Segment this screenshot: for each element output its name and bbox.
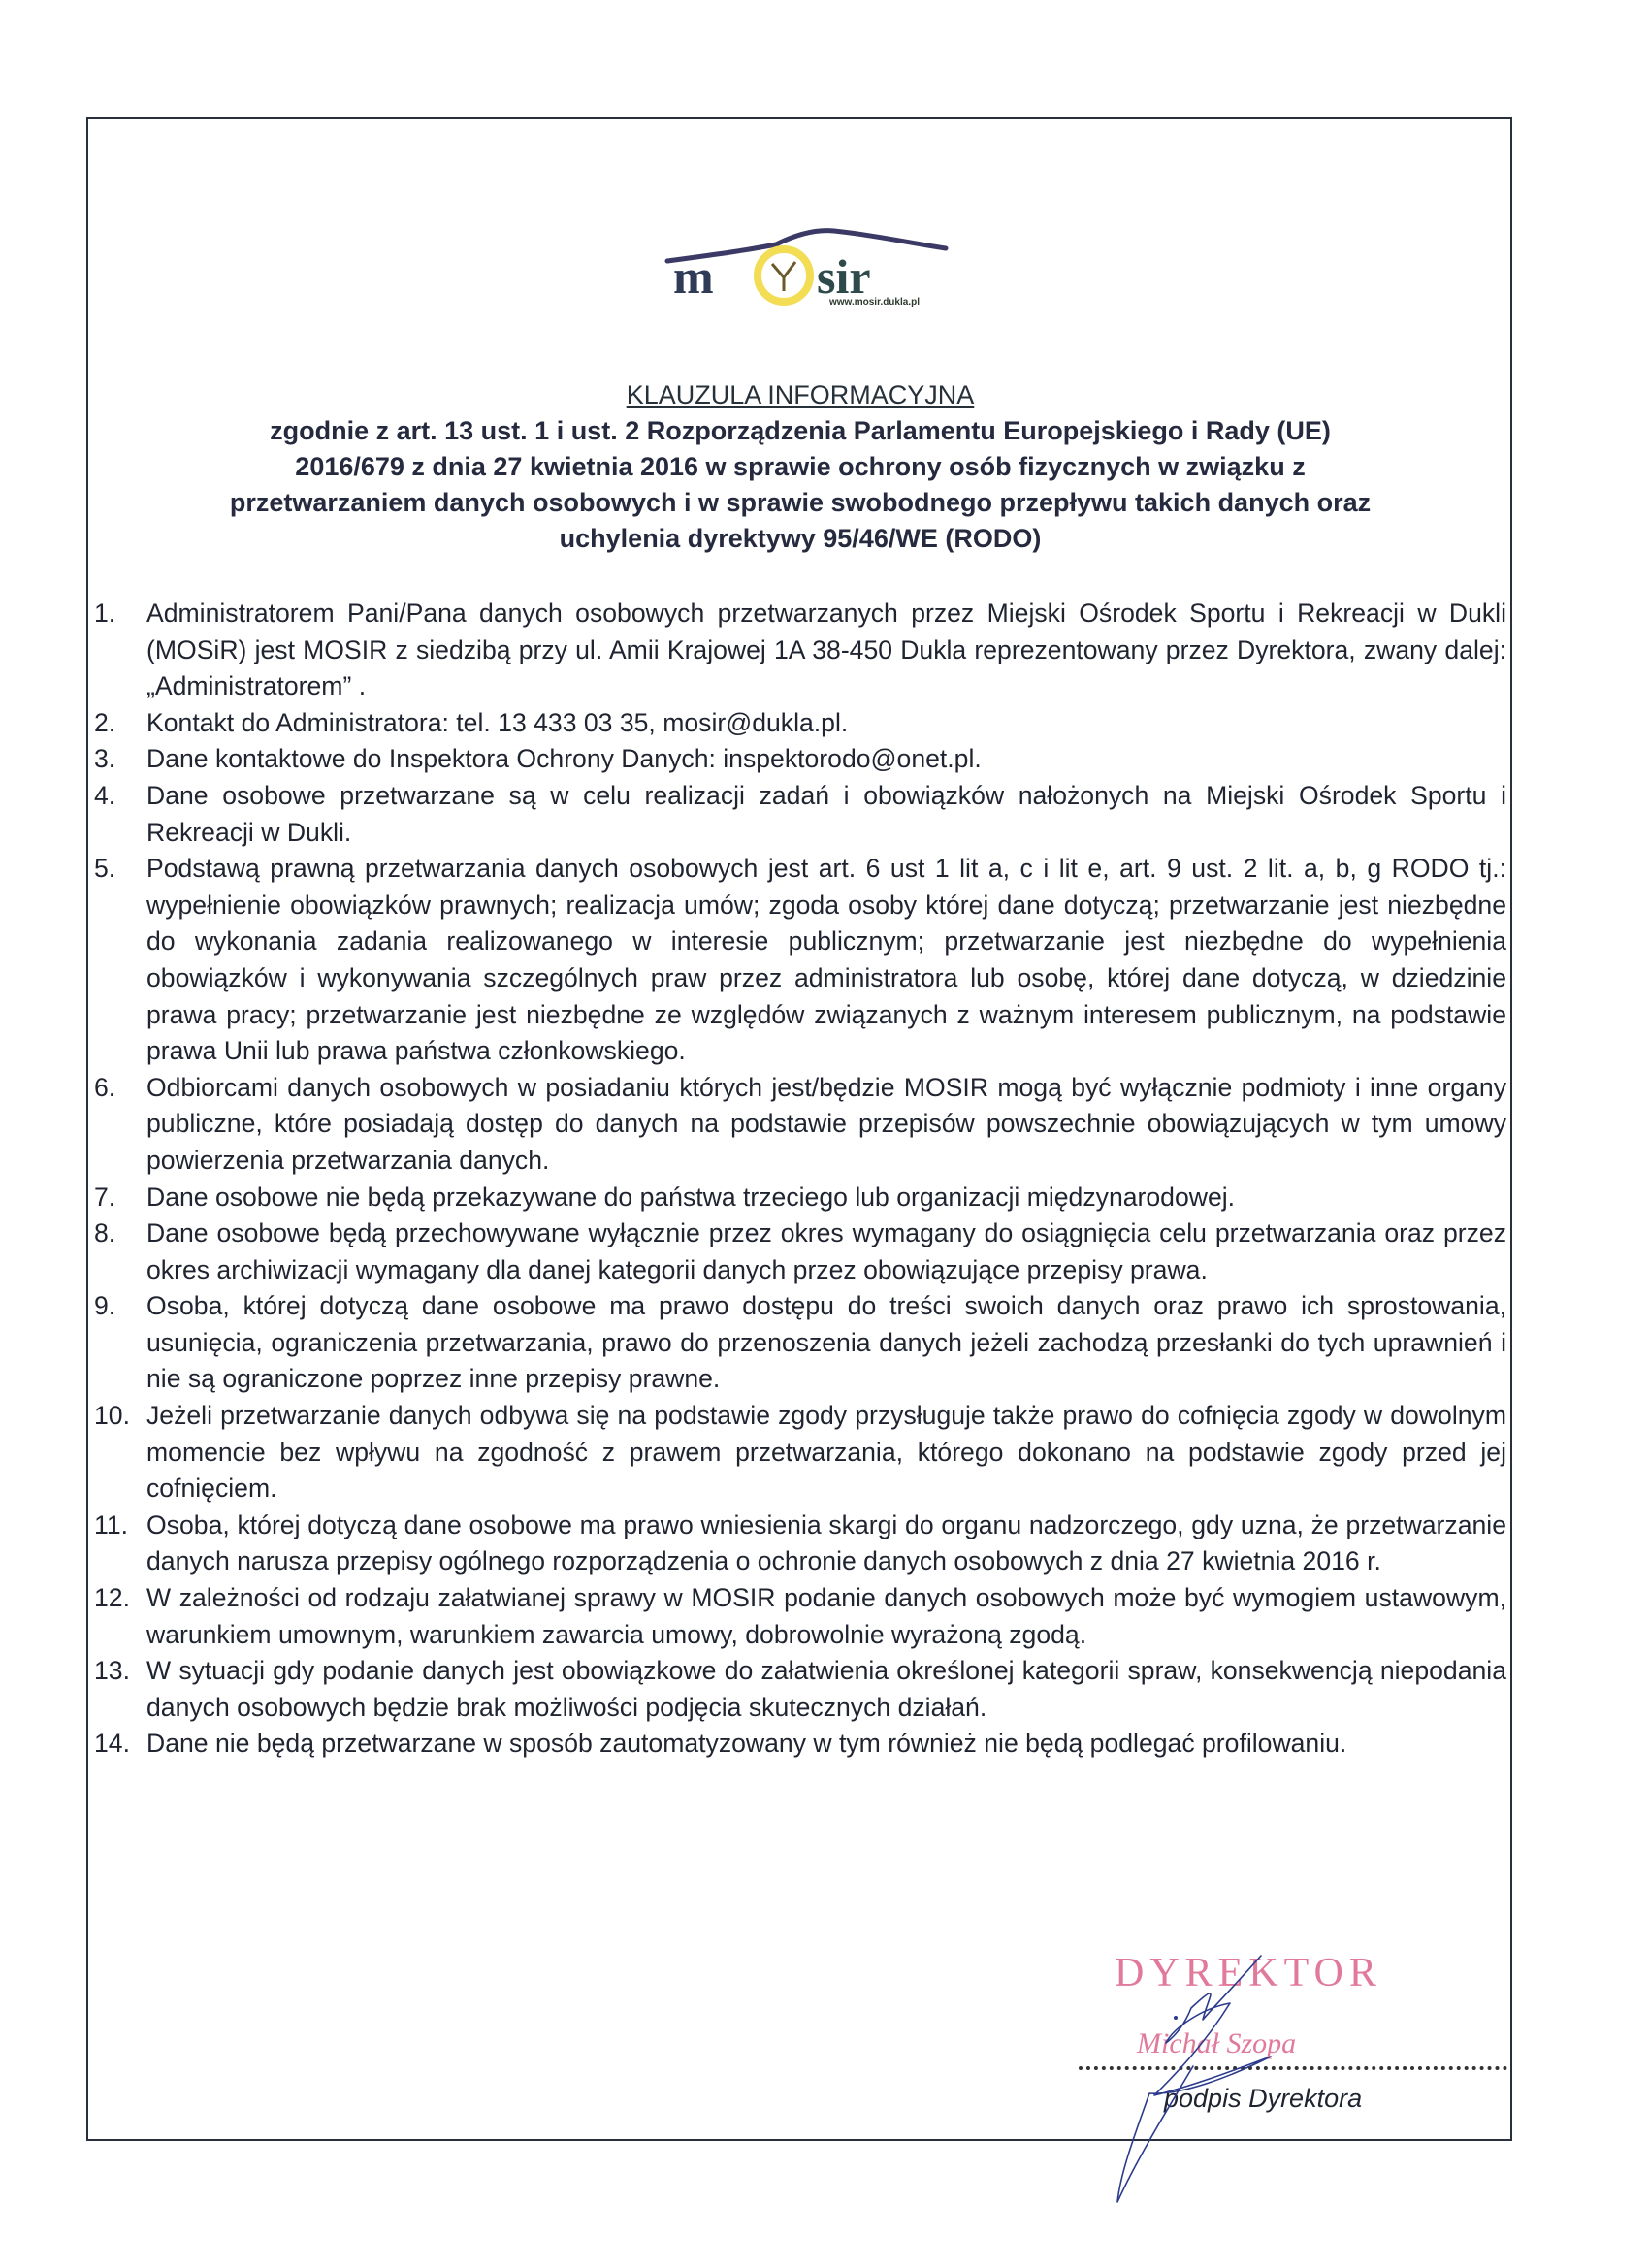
item-text: Osoba, której dotyczą dane osobowe ma prawo dostępu do treści swoich danych oraz prawo ich sprostowania, usunięcia, ograniczenia przetwarzania, prawo do przenoszenia danych jeżeli zachodzą przesłanki do tych uprawnień i nie są ograniczone poprzez inne przepisy prawne. xyxy=(146,1291,1506,1394)
subtitle-line: uchylenia dyrektywy 95/46/WE (RODO) xyxy=(559,524,1042,553)
list-item xyxy=(94,1507,1506,1580)
list-item xyxy=(94,1215,1506,1288)
list-item xyxy=(94,1726,1506,1763)
item-number: 2. xyxy=(94,707,116,737)
clause-list xyxy=(94,596,1506,1763)
svg-text:sir: sir xyxy=(817,249,871,304)
item-number: 14. xyxy=(94,1729,130,1759)
item-text: Dane kontaktowe do Inspektora Ochrony Danych: inspektorodo@onet.pl. xyxy=(146,744,982,774)
item-text: Administratorem Pani/Pana danych osobowych przetwarzanych przez Miejski Ośrodek Sportu i Rekreacji w Dukli (MOSiR) jest MOSIR z siedzibą przy ul. Amii Krajowej 1A 38-450 Dukla reprezentowany przez Dyrektora, zwany dalej: „Administratorem” . xyxy=(146,599,1506,701)
item-number: 1. xyxy=(94,599,116,628)
subtitle-line: 2016/679 z dnia 27 kwietnia 2016 w sprawie ochrony osób fizycznych w związku z xyxy=(295,452,1306,481)
item-text: Jeżeli przetwarzanie danych odbywa się na podstawie zgody przysługuje także prawo do cofnięcia zgody w dowolnym momencie bez wpływu na zgodność z prawem przetwarzania, którego dokonano na podstawie zgody przed jej cofnięciem. xyxy=(146,1401,1506,1504)
item-text: Dane nie będą przetwarzane w sposób zautomatyzowany w tym również nie będą podlegać profilowaniu. xyxy=(146,1729,1347,1759)
handwritten-signature-icon xyxy=(1116,1950,1280,2221)
item-number: 6. xyxy=(94,1072,116,1102)
item-text: W zależności od rodzaju załatwianej sprawy w MOSIR podanie danych osobowych może być wymogiem ustawowym, warunkiem umownym, warunkiem zawarcia umowy, dobrowolnie wyrażoną zgodą. xyxy=(146,1583,1506,1649)
document-title: KLAUZULA INFORMACYJNA xyxy=(626,380,975,409)
item-number: 11. xyxy=(94,1509,128,1539)
item-text: Kontakt do Administratora: tel. 13 433 03 35, mosir@dukla.pl. xyxy=(146,707,849,737)
list-item xyxy=(94,705,1506,742)
list-item xyxy=(94,1070,1506,1180)
director-stamp-name: Michał Szopa xyxy=(1137,2027,1297,2059)
item-number: 10. xyxy=(94,1401,130,1431)
list-item xyxy=(94,1180,1506,1216)
item-text: W sytuacji gdy podanie danych jest obowiązkowe do załatwienia określonej kategorii spraw, konsekwencją niepodania danych osobowych będzie brak możliwości podjęcia skutecznych działań. xyxy=(146,1656,1506,1722)
item-text: Podstawą prawną przetwarzania danych osobowych jest art. 6 ust 1 lit a, c i lit e, art. 9 ust. 2 lit. a, b, g RODO tj.: wypełnienie obowiązków prawnych; realizacja umów; zgoda osoby której dane dotyczą; przetwarzanie jest niezbędne do wykonania zadania realizowanego w interesie publicznym; przetwarzanie jest niezbędne do wypełnienia obowiązków i wykonywania szczególnych praw przez administratora lub osobę, której dane dotyczą, w dziedzinie prawa pracy; przetwarzanie jest niezbędne ze względów związanych z ważnym interesem publicznym, na podstawie prawa Unii lub prawa państwa członkowskiego. xyxy=(146,854,1506,1066)
item-text: Dane osobowe będą przechowywane wyłącznie przez okres wymagany do osiągnięcia celu przetwarzania oraz przez okres archiwizacji wymagany dla danej kategorii danych przez obowiązujące przepisy prawa. xyxy=(146,1218,1506,1284)
list-item xyxy=(94,596,1506,705)
subtitle-line: przetwarzaniem danych osobowych i w sprawie swobodnego przepływu takich danych oraz xyxy=(229,488,1372,517)
item-number: 9. xyxy=(94,1291,116,1321)
svg-text:m: m xyxy=(673,249,714,304)
item-text: Dane osobowe przetwarzane są w celu realizacji zadań i obowiązków nałożonych na Miejski Ośrodek Sportu i Rekreacji w Dukli. xyxy=(146,780,1506,847)
list-item xyxy=(94,1288,1506,1398)
item-number: 13. xyxy=(94,1656,130,1686)
item-text: Odbiorcami danych osobowych w posiadaniu których jest/będzie MOSIR mogą być wyłącznie podmioty i inne organy publiczne, które posiadają dostęp do danych na podstawie przepisów powszechnie obowiązujących w tym umowy powierzenia przetwarzania danych. xyxy=(146,1072,1506,1175)
list-item xyxy=(94,1580,1506,1653)
item-number: 5. xyxy=(94,854,116,884)
list-item xyxy=(94,1398,1506,1507)
item-number: 8. xyxy=(94,1218,116,1248)
item-number: 3. xyxy=(94,744,116,774)
item-text: Dane osobowe nie będą przekazywane do państwa trzeciego lub organizacji międzynarodowej. xyxy=(146,1182,1236,1212)
director-stamp-title: DYREKTOR xyxy=(1115,1951,1382,1995)
item-number: 4. xyxy=(94,780,116,810)
list-item xyxy=(94,741,1506,778)
logo-url: www.mosir.dukla.pl xyxy=(829,297,920,308)
document-header xyxy=(97,376,1504,557)
list-item xyxy=(94,851,1506,1070)
item-number: 7. xyxy=(94,1182,116,1212)
list-item xyxy=(94,1653,1506,1726)
subtitle-line: zgodnie z art. 13 ust. 1 i ust. 2 Rozporządzenia Parlamentu Europejskiego i Rady (UE) xyxy=(270,416,1331,445)
item-number: 12. xyxy=(94,1583,130,1613)
signature-label: podpis Dyrektora xyxy=(1164,2084,1363,2113)
list-item xyxy=(94,778,1506,851)
item-text: Osoba, której dotyczą dane osobowe ma prawo wniesienia skargi do organu nadzorczego, gdy uzna, że przetwarzanie danych narusza przepisy ogólnego rozporządzenia o ochronie danych osobowych z dnia 27 kwietnia 2016 r. xyxy=(146,1509,1506,1576)
